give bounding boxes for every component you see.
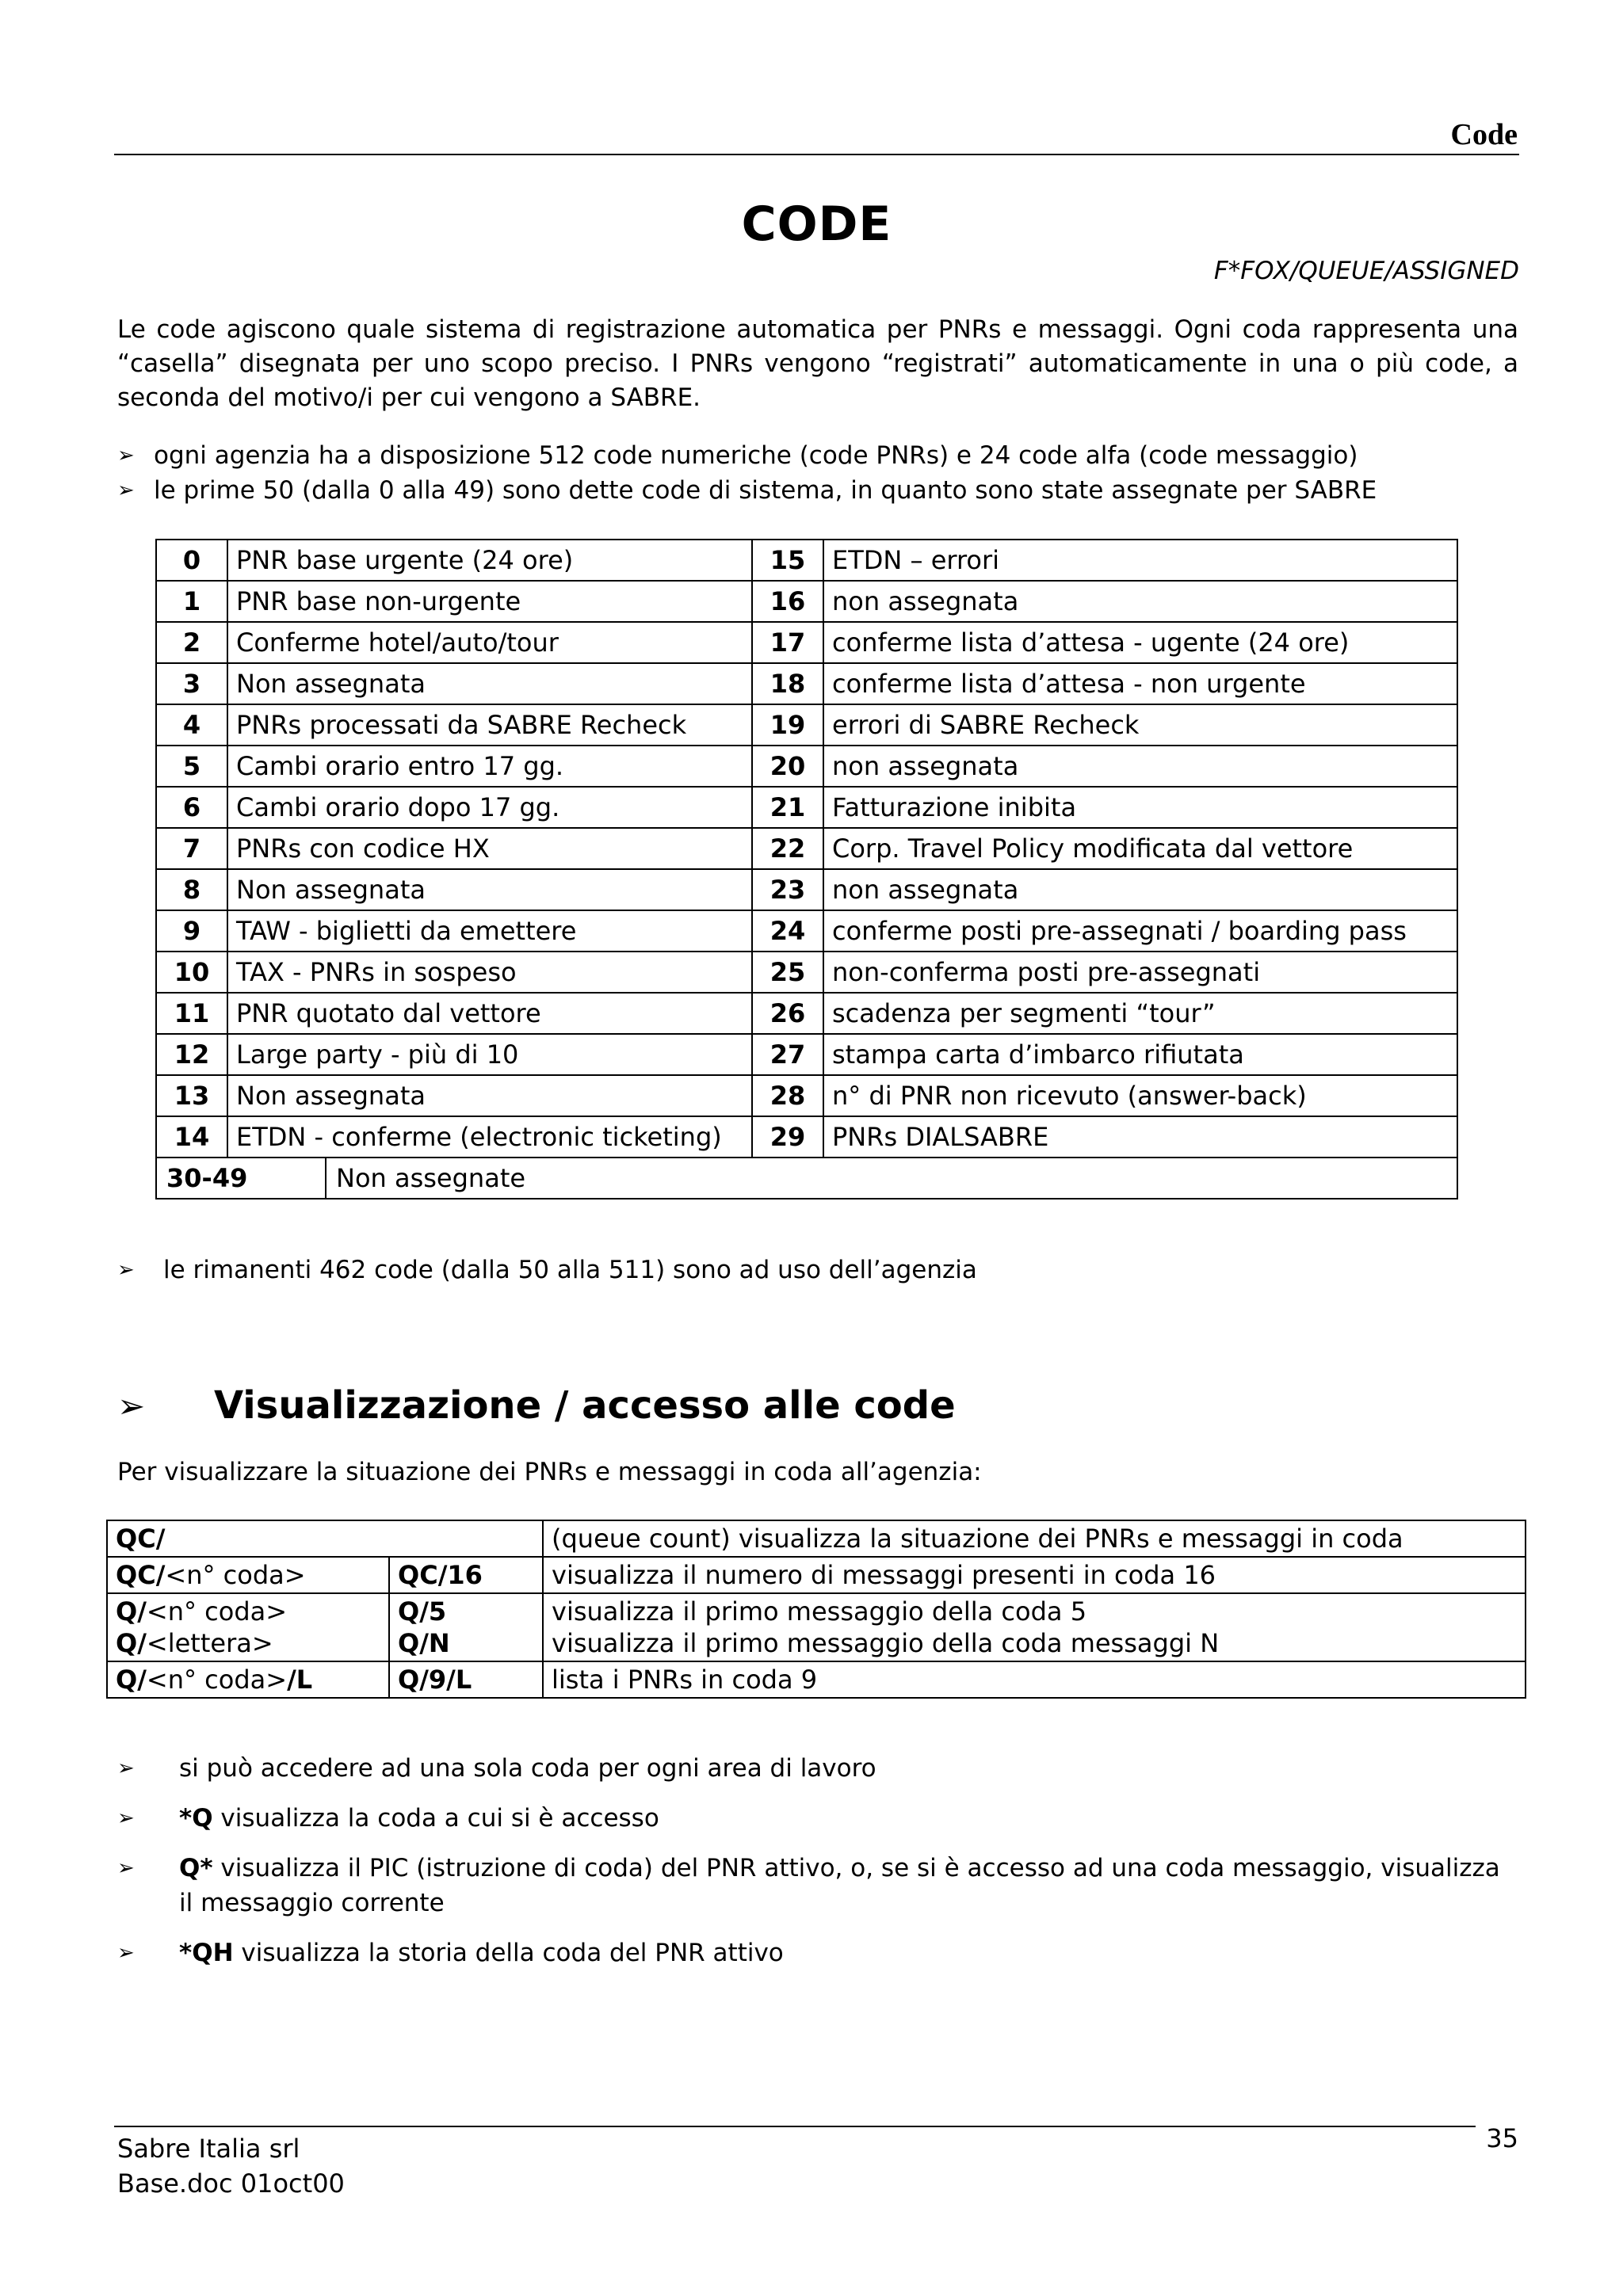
- queue-description-cell: errori di SABRE Recheck: [823, 704, 1457, 746]
- queue-range-wrapper: [157, 1158, 1457, 1198]
- table-row: [156, 828, 1457, 869]
- table-row: [156, 1116, 1457, 1158]
- command-description-cell: [543, 1593, 1526, 1661]
- command-keyword: Q*: [179, 1854, 213, 1882]
- table-row: [156, 993, 1457, 1034]
- bullet-description: visualizza il PIC (istruzione di coda) del PNR attivo, o, se si è accesso ad una coda messaggio, visualizza il messaggio corrente: [179, 1854, 1508, 1917]
- table-row: [107, 1661, 1526, 1698]
- list-item: [117, 1253, 1518, 1287]
- empty-cell: [891, 1158, 1457, 1198]
- bullet-text: le rimanenti 462 code (dalla 50 alla 511) sono ad uso dell’agenzia: [163, 1256, 977, 1284]
- command-example-line: Q/N: [398, 1628, 450, 1658]
- command-description-line: visualizza il primo messaggio della coda messaggi N: [552, 1628, 1220, 1658]
- table-row: [156, 1034, 1457, 1075]
- command-format-line: [116, 1596, 380, 1627]
- queue-description-cell: Cambi orario entro 17 gg.: [227, 746, 752, 787]
- table-row: [156, 581, 1457, 622]
- footer-info: [117, 2131, 345, 2201]
- queue-number-cell: 20: [752, 746, 823, 787]
- page-number: 35: [1486, 2123, 1518, 2153]
- section-heading-text: Visualizzazione / accesso alle code: [214, 1383, 956, 1428]
- queue-description-cell: Conferme hotel/auto/tour: [227, 622, 752, 663]
- queue-description-cell: TAX - PNRs in sospeso: [227, 952, 752, 993]
- arrow-bullet-icon: ➢: [117, 1258, 135, 1282]
- queue-description-cell: n° di PNR non ricevuto (answer-back): [823, 1075, 1457, 1116]
- queue-description-cell: Fatturazione inibita: [823, 787, 1457, 828]
- command-keyword: QC/: [116, 1524, 166, 1554]
- queue-description-cell: ETDN - conferme (electronic ticketing): [227, 1116, 752, 1158]
- bullet-text: [179, 1851, 1518, 1920]
- list-item: [117, 1936, 1518, 1970]
- table-row: [156, 540, 1457, 581]
- queue-description-cell: Large party - più di 10: [227, 1034, 752, 1075]
- queue-description-cell: scadenza per segmenti “tour”: [823, 993, 1457, 1034]
- bullet-description: si può accedere ad una sola coda per ogni area di lavoro: [179, 1754, 876, 1783]
- queue-number-cell: 6: [156, 787, 227, 828]
- table-row: [156, 704, 1457, 746]
- remaining-queues-bullet: [117, 1253, 1518, 1287]
- queue-number-cell: 10: [156, 952, 227, 993]
- queue-number-cell: 18: [752, 663, 823, 704]
- section-heading: [117, 1383, 956, 1428]
- table-row: [156, 1158, 1457, 1199]
- command-example-cell: [389, 1593, 543, 1661]
- queue-number-cell: 21: [752, 787, 823, 828]
- queue-number-cell: 9: [156, 910, 227, 952]
- command-description-line: visualizza il primo messaggio della coda 5: [552, 1596, 1087, 1627]
- bullet-text: [179, 1801, 659, 1836]
- queue-commands-table: [106, 1520, 1526, 1699]
- bullet-text: le prime 50 (dalla 0 alla 49) sono dette code di sistema, in quanto sono state assegnate per SABRE: [154, 476, 1377, 505]
- command-format-line: [116, 1627, 380, 1659]
- arrow-bullet-icon: ➢: [117, 1386, 146, 1425]
- queue-number-cell: 12: [156, 1034, 227, 1075]
- list-item: [117, 1851, 1518, 1920]
- queue-number-cell: 3: [156, 663, 227, 704]
- queue-range-cell: [156, 1158, 1457, 1199]
- arrow-bullet-icon: ➢: [117, 1941, 135, 1965]
- queue-description-cell: conferme lista d’attesa - non urgente: [823, 663, 1457, 704]
- command-suffix: /L: [287, 1665, 313, 1695]
- arrow-bullet-icon: ➢: [117, 1856, 135, 1880]
- bullet-text: [179, 1936, 784, 1970]
- sabre-command-reference: F*FOX/QUEUE/ASSIGNED: [1213, 257, 1519, 285]
- queue-number-cell: 4: [156, 704, 227, 746]
- list-item: [117, 473, 1518, 508]
- page-title: CODE: [741, 196, 892, 252]
- command-argument: <lettera>: [146, 1628, 273, 1658]
- queue-description-cell: conferme posti pre-assegnati / boarding pass: [823, 910, 1457, 952]
- queue-number-cell: 29: [752, 1116, 823, 1158]
- command-keyword: QC/: [116, 1560, 166, 1590]
- system-queues-table-body: [156, 540, 1457, 1199]
- arrow-bullet-icon: ➢: [117, 1756, 135, 1780]
- command-argument: <n° coda>: [146, 1596, 288, 1627]
- queue-number-cell: 26: [752, 993, 823, 1034]
- table-row: [156, 622, 1457, 663]
- queue-description-cell: PNR base non-urgente: [227, 581, 752, 622]
- queue-number-cell: 27: [752, 1034, 823, 1075]
- command-format-cell: [107, 1520, 543, 1557]
- queue-description-cell: Non assegnata: [227, 663, 752, 704]
- bullet-text: ogni agenzia ha a disposizione 512 code numeriche (code PNRs) e 24 code alfa (code messaggio): [154, 441, 1358, 470]
- table-row: [156, 869, 1457, 910]
- queue-description-cell: Non assegnate: [336, 1163, 526, 1193]
- queue-number-cell: 28: [752, 1075, 823, 1116]
- queue-number-cell: 0: [156, 540, 227, 581]
- queue-number-cell: 13: [156, 1075, 227, 1116]
- command-format-cell: [107, 1661, 389, 1698]
- queue-number-cell: 2: [156, 622, 227, 663]
- queue-description-cell: non assegnata: [823, 869, 1457, 910]
- command-description-cell: lista i PNRs in coda 9: [543, 1661, 1526, 1698]
- queue-description-cell: Cambi orario dopo 17 gg.: [227, 787, 752, 828]
- table-row: [156, 1075, 1457, 1116]
- queue-description-cell: TAW - biglietti da emettere: [227, 910, 752, 952]
- system-queues-table: [155, 539, 1458, 1199]
- queue-number-cell: 7: [156, 828, 227, 869]
- list-item: [117, 1751, 1518, 1786]
- queue-description-cell: Corp. Travel Policy modificata dal vettore: [823, 828, 1457, 869]
- table-row: [156, 663, 1457, 704]
- queue-description-cell: Non assegnata: [227, 869, 752, 910]
- command-keyword: Q/: [116, 1596, 147, 1627]
- queue-number-cell: 5: [156, 746, 227, 787]
- header-rule: [114, 154, 1519, 155]
- command-keyword: Q/: [116, 1628, 147, 1658]
- queue-description-cell: PNR quotato dal vettore: [227, 993, 752, 1034]
- queue-number-cell: 8: [156, 869, 227, 910]
- running-header: Code: [1450, 118, 1518, 151]
- queue-description-cell: stampa carta d’imbarco rifiutata: [823, 1034, 1457, 1075]
- queue-number-cell: 23: [752, 869, 823, 910]
- command-argument: <n° coda>: [146, 1665, 288, 1695]
- queue-description-cell: PNR base urgente (24 ore): [227, 540, 752, 581]
- command-description-cell: (queue count) visualizza la situazione dei PNRs e messaggi in coda: [543, 1520, 1526, 1557]
- intro-bullet-list: [117, 438, 1518, 508]
- queue-description-cell: Non assegnata: [227, 1075, 752, 1116]
- intro-paragraph: Le code agiscono quale sistema di registrazione automatica per PNRs e messaggi. Ogni coda rappresenta una “casella” disegnata per uno scopo preciso. I PNRs vengono “registrati” automaticamente in una o più code, a seconda del motivo/i per cui vengono a SABRE.: [117, 315, 1518, 412]
- table-row: [156, 787, 1457, 828]
- command-keyword: *QH: [179, 1939, 234, 1967]
- command-argument: <n° coda>: [165, 1560, 306, 1590]
- command-example-cell: QC/16: [389, 1557, 543, 1593]
- queue-number-cell: 11: [156, 993, 227, 1034]
- queue-description-cell: non assegnata: [823, 746, 1457, 787]
- arrow-bullet-icon: ➢: [117, 1806, 135, 1830]
- table-row: [107, 1520, 1526, 1557]
- queue-number-cell: 15: [752, 540, 823, 581]
- queue-description-cell: conferme lista d’attesa - ugente (24 ore): [823, 622, 1457, 663]
- arrow-bullet-icon: ➢: [117, 444, 135, 467]
- arrow-bullet-icon: ➢: [117, 479, 135, 502]
- footer-rule: [114, 2126, 1476, 2127]
- bullet-description: visualizza la coda a cui si è accesso: [212, 1804, 659, 1833]
- section-intro: Per visualizzare la situazione dei PNRs e messaggi in coda all’agenzia:: [117, 1458, 982, 1486]
- command-description-cell: visualizza il numero di messaggi presenti in coda 16: [543, 1557, 1526, 1593]
- footer-company: Sabre Italia srl: [117, 2134, 300, 2164]
- queue-description-cell: PNRs con codice HX: [227, 828, 752, 869]
- command-format-cell: [107, 1593, 389, 1661]
- bullet-text: [179, 1751, 876, 1786]
- command-keyword: *Q: [179, 1804, 213, 1833]
- queue-number-cell: 1: [156, 581, 227, 622]
- footer-doc: Base.doc 01oct00: [117, 2168, 345, 2199]
- command-example-cell: Q/9/L: [389, 1661, 543, 1698]
- queue-description-cell: non-conferma posti pre-assegnati: [823, 952, 1457, 993]
- table-row: [107, 1593, 1526, 1661]
- table-row: [156, 952, 1457, 993]
- queue-description-cell: ETDN – errori: [823, 540, 1457, 581]
- queue-number-cell: 19: [752, 704, 823, 746]
- command-format-cell: [107, 1557, 389, 1593]
- table-row: [107, 1557, 1526, 1593]
- queue-number-cell: 24: [752, 910, 823, 952]
- queue-number-cell: 16: [752, 581, 823, 622]
- queue-number-cell: 25: [752, 952, 823, 993]
- queue-number-cell: 22: [752, 828, 823, 869]
- queue-description-cell: PNRs DIALSABRE: [823, 1116, 1457, 1158]
- command-keyword: Q/: [116, 1665, 147, 1695]
- table-row: [156, 746, 1457, 787]
- list-item: [117, 1801, 1518, 1836]
- queue-number-cell: 14: [156, 1116, 227, 1158]
- queue-description-cell: PNRs processati da SABRE Recheck: [227, 704, 752, 746]
- bullet-description: visualizza la storia della coda del PNR attivo: [233, 1939, 784, 1967]
- table-row: [156, 910, 1457, 952]
- queue-description-cell: non assegnata: [823, 581, 1457, 622]
- command-bullet-list: [117, 1751, 1518, 1985]
- list-item: [117, 438, 1518, 473]
- command-example-line: Q/5: [398, 1596, 447, 1627]
- queue-number-cell: 17: [752, 622, 823, 663]
- queue-number-cell: 30-49: [157, 1158, 327, 1198]
